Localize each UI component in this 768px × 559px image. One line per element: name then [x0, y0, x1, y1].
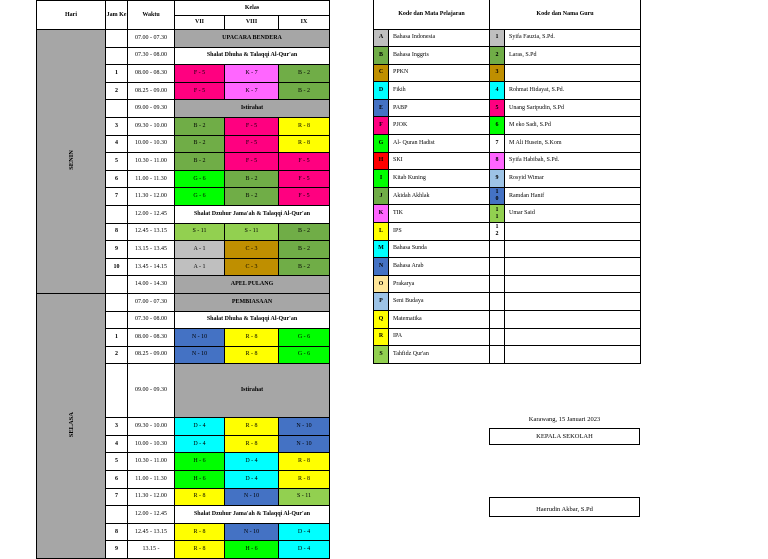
teacher-name: M Ali Husein, S.Kom	[505, 135, 641, 153]
subject-code: B	[374, 47, 389, 65]
lesson-cell: N - 10	[279, 435, 330, 453]
day-label: SENIN	[67, 150, 75, 170]
lesson-cell: F - 5	[225, 117, 279, 135]
empty-cell	[505, 293, 641, 311]
lesson-cell: B - 2	[279, 241, 330, 259]
subject-code: H	[374, 152, 389, 170]
jam-ke-cell: 7	[106, 488, 128, 506]
code-row	[374, 258, 641, 276]
activity-cell: Istirahat	[175, 364, 330, 418]
waktu-cell: 07.30 - 08.00	[128, 47, 175, 65]
jam-ke-cell	[106, 276, 128, 294]
subject-code: L	[374, 223, 389, 241]
lesson-cell: G - 6	[279, 329, 330, 347]
teacher-code: 9	[490, 170, 505, 188]
subject-code: F	[374, 117, 389, 135]
jam-ke-cell: 4	[106, 435, 128, 453]
empty-cell	[490, 258, 505, 276]
empty-cell	[505, 346, 641, 364]
waktu-cell: 10.30 - 11.00	[128, 153, 175, 171]
lesson-cell: H - 6	[225, 541, 279, 559]
header-jam-ke: Jam Ke	[106, 1, 128, 30]
schedule-row	[37, 293, 330, 311]
subject-code: M	[374, 240, 389, 258]
jam-ke-cell	[106, 293, 128, 311]
waktu-cell: 12.45 - 13.15	[128, 223, 175, 241]
lesson-cell: C - 3	[225, 258, 279, 276]
jam-ke-cell: 5	[106, 153, 128, 171]
jam-ke-cell	[106, 506, 128, 524]
subject-name: Al- Quran Hadist	[389, 135, 490, 153]
header-kelas: Kelas	[175, 1, 330, 16]
header-class-ix: IX	[279, 16, 330, 30]
day-cell	[37, 30, 106, 294]
code-row	[374, 240, 641, 258]
subject-name: Seni Budaya	[389, 293, 490, 311]
lesson-cell: B - 2	[279, 258, 330, 276]
subject-name: Bahasa Arab	[389, 258, 490, 276]
subject-name: Bahasa Inggris	[389, 47, 490, 65]
lesson-cell: D - 4	[279, 523, 330, 541]
lesson-cell: R - 8	[225, 418, 279, 436]
signature-place-date: Karawang, 15 Januari 2023	[528, 416, 601, 423]
jam-ke-cell: 9	[106, 241, 128, 259]
lesson-cell: G - 6	[175, 188, 225, 206]
lesson-cell: R - 8	[175, 541, 225, 559]
code-row	[374, 311, 641, 329]
lesson-cell: N - 10	[175, 329, 225, 347]
waktu-cell: 10.00 - 10.30	[128, 135, 175, 153]
subject-code: A	[374, 29, 389, 47]
jam-ke-cell: 2	[106, 82, 128, 100]
subject-name: IPS	[389, 223, 490, 241]
waktu-cell: 08.25 - 09.00	[128, 346, 175, 364]
jam-ke-cell: 1	[106, 65, 128, 83]
waktu-cell: 08.00 - 08.30	[128, 329, 175, 347]
waktu-cell: 11.30 - 12.00	[128, 188, 175, 206]
lesson-cell: S - 11	[279, 488, 330, 506]
subject-name: PJOK	[389, 117, 490, 135]
empty-cell	[490, 293, 505, 311]
empty-cell	[490, 311, 505, 329]
header-teacher-codes: Kode dan Nama Guru	[490, 0, 641, 29]
teacher-name: Syifa Fauzia, S.Pd.	[505, 29, 641, 47]
subject-code: S	[374, 346, 389, 364]
lesson-cell: B - 2	[175, 135, 225, 153]
lesson-cell: A - 1	[175, 258, 225, 276]
schedule-row	[37, 30, 330, 48]
code-row	[374, 29, 641, 47]
teacher-name: Syifa Habibah, S.Pd.	[505, 152, 641, 170]
waktu-cell: 07.30 - 08.00	[128, 311, 175, 329]
jam-ke-cell: 8	[106, 223, 128, 241]
lesson-cell: B - 2	[279, 223, 330, 241]
subject-code: Q	[374, 311, 389, 329]
teacher-name: M eko Sadi, S.Pd	[505, 117, 641, 135]
teacher-code: 1 0	[490, 187, 505, 205]
lesson-cell: N - 10	[225, 488, 279, 506]
lesson-cell: N - 10	[225, 523, 279, 541]
empty-cell	[490, 328, 505, 346]
lesson-cell: F - 5	[279, 170, 330, 188]
empty-cell	[490, 346, 505, 364]
lesson-cell: R - 8	[279, 453, 330, 471]
teacher-code: 1	[490, 29, 505, 47]
code-row	[374, 223, 641, 241]
jam-ke-cell: 6	[106, 170, 128, 188]
empty-cell	[505, 311, 641, 329]
waktu-cell: 08.00 - 08.30	[128, 65, 175, 83]
subject-code: P	[374, 293, 389, 311]
lesson-cell: F - 5	[279, 188, 330, 206]
lesson-cell: R - 8	[175, 523, 225, 541]
lesson-cell: B - 2	[279, 65, 330, 83]
day-cell	[37, 293, 106, 558]
waktu-cell: 12.45 - 13.15	[128, 523, 175, 541]
waktu-cell: 12.00 - 12.45	[128, 205, 175, 223]
header-subject-codes: Kode dan Mata Pelajaran	[374, 0, 490, 29]
jam-ke-cell: 4	[106, 135, 128, 153]
teacher-code: 8	[490, 152, 505, 170]
subject-code: E	[374, 99, 389, 117]
code-row	[374, 135, 641, 153]
subject-code: R	[374, 328, 389, 346]
empty-cell	[505, 240, 641, 258]
subject-name: TIK	[389, 205, 490, 223]
jam-ke-cell	[106, 311, 128, 329]
codes-table	[373, 0, 641, 364]
lesson-cell: D - 4	[175, 418, 225, 436]
jam-ke-cell: 1	[106, 329, 128, 347]
lesson-cell: G - 6	[175, 170, 225, 188]
code-row	[374, 275, 641, 293]
code-row	[374, 293, 641, 311]
code-row	[374, 170, 641, 188]
signature-name: Haerudin Akbar, S.Pd	[489, 497, 640, 517]
activity-cell: Istirahat	[175, 100, 330, 118]
jam-ke-cell: 3	[106, 117, 128, 135]
jam-ke-cell	[106, 100, 128, 118]
subject-name: Kitab Kuning	[389, 170, 490, 188]
subject-name: PABP	[389, 99, 490, 117]
waktu-cell: 09.30 - 10.00	[128, 418, 175, 436]
jam-ke-cell: 6	[106, 471, 128, 489]
lesson-cell: F - 5	[175, 65, 225, 83]
activity-cell: UPACARA BENDERA	[175, 30, 330, 48]
teacher-code: 1 1	[490, 205, 505, 223]
header-class-viii: VIII	[225, 16, 279, 30]
lesson-cell: R - 8	[279, 135, 330, 153]
header-class-vii: VII	[175, 16, 225, 30]
lesson-cell: K - 7	[225, 65, 279, 83]
lesson-cell: R - 8	[225, 346, 279, 364]
waktu-cell: 07.00 - 07.30	[128, 293, 175, 311]
empty-cell	[490, 275, 505, 293]
jam-ke-cell: 7	[106, 188, 128, 206]
teacher-code: 1 2	[490, 223, 505, 241]
subject-name: Fikih	[389, 82, 490, 100]
subject-code: I	[374, 170, 389, 188]
code-row	[374, 187, 641, 205]
lesson-cell: B - 2	[225, 188, 279, 206]
teacher-code: 5	[490, 99, 505, 117]
empty-cell	[505, 258, 641, 276]
activity-cell: Shalat Dzuhur Jama'ah & Talaqqi Al-Qur'an	[175, 506, 330, 524]
jam-ke-cell	[106, 30, 128, 48]
lesson-cell: H - 6	[175, 471, 225, 489]
jam-ke-cell	[106, 47, 128, 65]
activity-cell: Shalat Dhuha & Talaqqi Al-Qur'an	[175, 47, 330, 65]
lesson-cell: S - 11	[225, 223, 279, 241]
jam-ke-cell: 8	[106, 523, 128, 541]
lesson-cell: R - 8	[225, 435, 279, 453]
waktu-cell: 09.00 - 09.30	[128, 100, 175, 118]
subject-code: O	[374, 275, 389, 293]
lesson-cell: R - 8	[279, 471, 330, 489]
subject-name: IPA	[389, 328, 490, 346]
lesson-cell: N - 10	[279, 418, 330, 436]
code-row	[374, 152, 641, 170]
lesson-cell: F - 5	[279, 153, 330, 171]
waktu-cell: 11.30 - 12.00	[128, 488, 175, 506]
waktu-cell: 09.30 - 10.00	[128, 117, 175, 135]
lesson-cell: B - 2	[175, 117, 225, 135]
subject-code: D	[374, 82, 389, 100]
lesson-cell: F - 5	[225, 153, 279, 171]
teacher-name: Ramdan Hanif	[505, 187, 641, 205]
teacher-code: 2	[490, 47, 505, 65]
jam-ke-cell: 9	[106, 541, 128, 559]
subject-name: Tahfidz Qur'an	[389, 346, 490, 364]
teacher-code: 3	[490, 64, 505, 82]
subject-name: Akidah Akhlak	[389, 187, 490, 205]
teacher-name: Umar Said	[505, 205, 641, 223]
lesson-cell: K - 7	[225, 82, 279, 100]
subject-name: SKI	[389, 152, 490, 170]
waktu-cell: 08.25 - 09.00	[128, 82, 175, 100]
jam-ke-cell: 5	[106, 453, 128, 471]
jam-ke-cell: 3	[106, 418, 128, 436]
activity-cell: Shalat Dzuhur Jama'ah & Talaqqi Al-Qur'an	[175, 205, 330, 223]
teacher-name	[505, 223, 641, 241]
lesson-cell: C - 3	[225, 241, 279, 259]
lesson-cell: H - 6	[175, 453, 225, 471]
subject-name: Matematika	[389, 311, 490, 329]
lesson-cell: B - 2	[175, 153, 225, 171]
waktu-cell: 13.15 -	[128, 541, 175, 559]
lesson-cell: G - 6	[279, 346, 330, 364]
lesson-cell: B - 2	[279, 82, 330, 100]
lesson-cell: R - 8	[175, 488, 225, 506]
lesson-cell: N - 10	[175, 346, 225, 364]
empty-cell	[505, 328, 641, 346]
subject-name: Prakarya	[389, 275, 490, 293]
subject-code: K	[374, 205, 389, 223]
waktu-cell: 07.00 - 07.30	[128, 30, 175, 48]
signature-title: KEPALA SEKOLAH	[489, 428, 640, 445]
waktu-cell: 13.45 - 14.15	[128, 258, 175, 276]
teacher-name: Rosyid Wimar	[505, 170, 641, 188]
waktu-cell: 14.00 - 14.30	[128, 276, 175, 294]
waktu-cell: 09.00 - 09.30	[128, 364, 175, 418]
header-waktu: Waktu	[128, 1, 175, 30]
code-row	[374, 99, 641, 117]
jam-ke-cell: 10	[106, 258, 128, 276]
lesson-cell: D - 4	[175, 435, 225, 453]
teacher-code: 4	[490, 82, 505, 100]
subject-code: J	[374, 187, 389, 205]
waktu-cell: 12.00 - 12.45	[128, 506, 175, 524]
waktu-cell: 10.00 - 10.30	[128, 435, 175, 453]
lesson-cell: F - 5	[225, 135, 279, 153]
activity-cell: Shalat Dhuha & Talaqqi Al-Qur'an	[175, 311, 330, 329]
day-label: SELASA	[67, 411, 75, 438]
subject-code: N	[374, 258, 389, 276]
lesson-cell: B - 2	[225, 170, 279, 188]
lesson-cell: R - 8	[225, 329, 279, 347]
subject-name: PPKN	[389, 64, 490, 82]
lesson-cell: D - 4	[225, 453, 279, 471]
code-row	[374, 82, 641, 100]
subject-code: C	[374, 64, 389, 82]
code-row	[374, 47, 641, 65]
subject-name: Bahasa Sunda	[389, 240, 490, 258]
jam-ke-cell	[106, 205, 128, 223]
lesson-cell: A - 1	[175, 241, 225, 259]
activity-cell: APEL PULANG	[175, 276, 330, 294]
empty-cell	[490, 240, 505, 258]
teacher-name	[505, 64, 641, 82]
empty-cell	[505, 275, 641, 293]
activity-cell: PEMBIASAAN	[175, 293, 330, 311]
teacher-name: Laras, S.Pd	[505, 47, 641, 65]
code-row	[374, 205, 641, 223]
subject-name: Bahasa Indonesia	[389, 29, 490, 47]
waktu-cell: 13.15 - 13.45	[128, 241, 175, 259]
waktu-cell: 10.30 - 11.00	[128, 453, 175, 471]
jam-ke-cell: 2	[106, 346, 128, 364]
header-hari: Hari	[37, 1, 106, 30]
lesson-cell: F - 5	[175, 82, 225, 100]
waktu-cell: 11.00 - 11.30	[128, 170, 175, 188]
code-row	[374, 117, 641, 135]
teacher-code: 6	[490, 117, 505, 135]
code-row	[374, 64, 641, 82]
teacher-name: Rohmat Hidayat, S.Pd.	[505, 82, 641, 100]
lesson-cell: S - 11	[175, 223, 225, 241]
waktu-cell: 11.00 - 11.30	[128, 471, 175, 489]
lesson-cell: D - 4	[225, 471, 279, 489]
jam-ke-cell	[106, 364, 128, 418]
schedule-table	[36, 0, 330, 559]
code-row	[374, 328, 641, 346]
lesson-cell: R - 8	[279, 117, 330, 135]
lesson-cell: D - 4	[279, 541, 330, 559]
teacher-name: Unang Saripudin, S.Pd	[505, 99, 641, 117]
subject-code: G	[374, 135, 389, 153]
code-row	[374, 346, 641, 364]
teacher-code: 7	[490, 135, 505, 153]
